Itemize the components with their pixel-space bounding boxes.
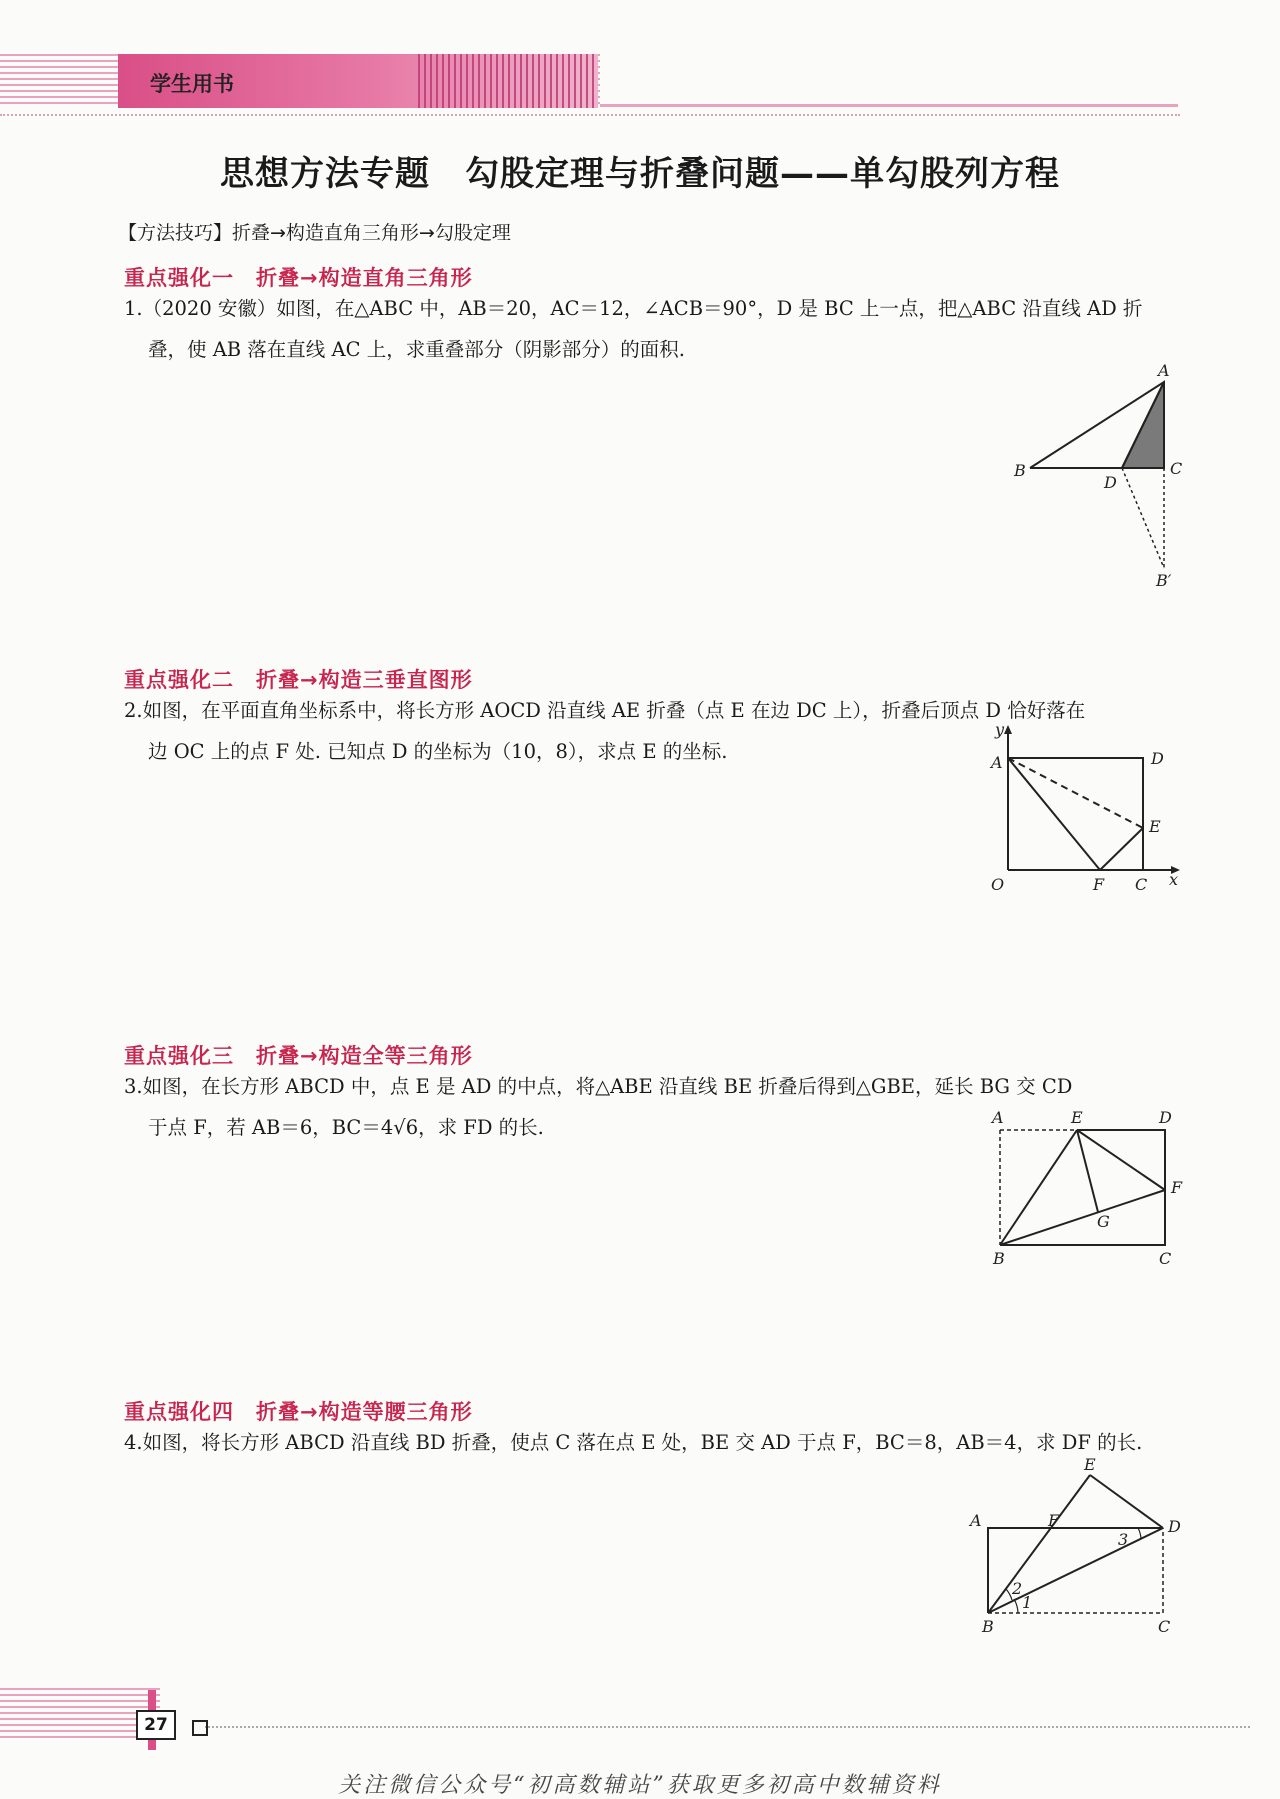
label-d: D [1159, 1108, 1172, 1127]
figure-3 [985, 1105, 1185, 1270]
rectangle-edcb [1000, 1130, 1165, 1245]
angle-arc-3 [1138, 1528, 1141, 1539]
page-box-icon [192, 1720, 208, 1736]
problem-2-line-1: 2.如图，在平面直角坐标系中，将长方形 AOCD 沿直线 AE 折叠（点 E 在边 DC 上），折叠后顶点 D 恰好落在 [124, 699, 1086, 722]
rectangle-aocd [1008, 758, 1143, 870]
label-c: C [1159, 1249, 1172, 1268]
line-ed [1090, 1475, 1163, 1528]
fold-line-ae [1008, 758, 1143, 828]
line-be [988, 1475, 1090, 1613]
figure-1 [1000, 360, 1200, 590]
footer-note: 关注微信公众号“初高数辅站”获取更多初高中数辅资料 [338, 1773, 942, 1798]
problem-1-line-1: 1.（2020 安徽）如图，在△ABC 中，AB＝20，AC＝12，∠ACB＝90°，D 是 BC 上一点，把△ABC 沿直线 AD 折 [124, 297, 1143, 320]
header-band [0, 54, 1180, 108]
label-c: C [1135, 875, 1148, 894]
label-a: A [991, 753, 1003, 772]
label-f: F [1093, 875, 1105, 894]
label-b: B [993, 1249, 1005, 1268]
line-be [1000, 1130, 1077, 1245]
label-g: G [1097, 1212, 1110, 1231]
problem-2-line-2: 边 OC 上的点 F 处. 已知点 D 的坐标为（10，8），求点 E 的坐标. [148, 740, 728, 763]
angle-arc-1 [1014, 1599, 1018, 1613]
label-a: A [992, 1108, 1004, 1127]
label-d: D [1151, 749, 1164, 768]
label-angle-3: 3 [1118, 1530, 1129, 1549]
page-title: 思想方法专题 勾股定理与折叠问题——单勾股列方程 [220, 154, 1060, 194]
section-heading-1: 重点强化一 折叠→构造直角三角形 [124, 266, 473, 290]
line-af [1008, 758, 1100, 870]
label-a: A [1158, 361, 1170, 380]
problem-3-line-1: 3.如图，在长方形 ABCD 中，点 E 是 AD 的中点，将△ABE 沿直线 BE 折叠后得到△GBE，延长 BG 交 CD [124, 1075, 1073, 1098]
dashed-line-db [1122, 468, 1164, 568]
label-e: E [1149, 817, 1161, 836]
label-o: O [991, 875, 1005, 894]
section-heading-3: 重点强化三 折叠→构造全等三角形 [124, 1044, 473, 1068]
problem-3-line-2: 于点 F，若 AB＝6，BC＝4√6，求 FD 的长. [148, 1116, 544, 1139]
footer-rule [205, 1726, 1250, 1728]
label-y: y [995, 720, 1005, 739]
label-a: A [970, 1511, 982, 1530]
line-bf [1000, 1190, 1165, 1245]
label-e: E [1071, 1108, 1083, 1127]
problem-1-line-2: 叠，使 AB 落在直线 AC 上，求重叠部分（阴影部分）的面积. [148, 338, 685, 361]
header-divider [0, 114, 1180, 116]
label-c: C [1170, 459, 1183, 478]
label-b: B [1014, 461, 1026, 480]
label-e: E [1084, 1455, 1096, 1474]
figure-2 [985, 720, 1185, 895]
problem-4-line-1: 4.如图，将长方形 ABCD 沿直线 BD 折叠，使点 C 落在点 E 处，BE 交 AD 于点 F，BC＝8，AB＝4，求 DF 的长. [124, 1431, 1143, 1454]
label-b: B [982, 1617, 994, 1636]
header-hatch [418, 54, 598, 108]
line-fe [1100, 828, 1143, 870]
label-angle-1: 1 [1022, 1593, 1033, 1612]
header-rule [600, 104, 1178, 107]
section-heading-4: 重点强化四 折叠→构造等腰三角形 [124, 1400, 473, 1424]
section-heading-2: 重点强化二 折叠→构造三垂直图形 [124, 668, 473, 692]
book-label: 学生用书 [150, 72, 234, 96]
problem-4 [124, 1422, 1184, 1463]
label-x: x [1169, 870, 1179, 889]
y-axis-arrow [1004, 725, 1012, 734]
problem-1 [124, 288, 1184, 370]
page-number: 27 [136, 1710, 176, 1740]
method-tips: 【方法技巧】折叠→构造直角三角形→勾股定理 [118, 222, 511, 244]
label-d: D [1104, 473, 1117, 492]
label-angle-2: 2 [1012, 1579, 1023, 1598]
label-c: C [1158, 1617, 1171, 1636]
label-f: F [1171, 1178, 1183, 1197]
label-b-prime: B′ [1156, 571, 1172, 590]
label-f: F [1048, 1511, 1060, 1530]
label-d: D [1168, 1517, 1181, 1536]
figure-4 [970, 1455, 1190, 1638]
